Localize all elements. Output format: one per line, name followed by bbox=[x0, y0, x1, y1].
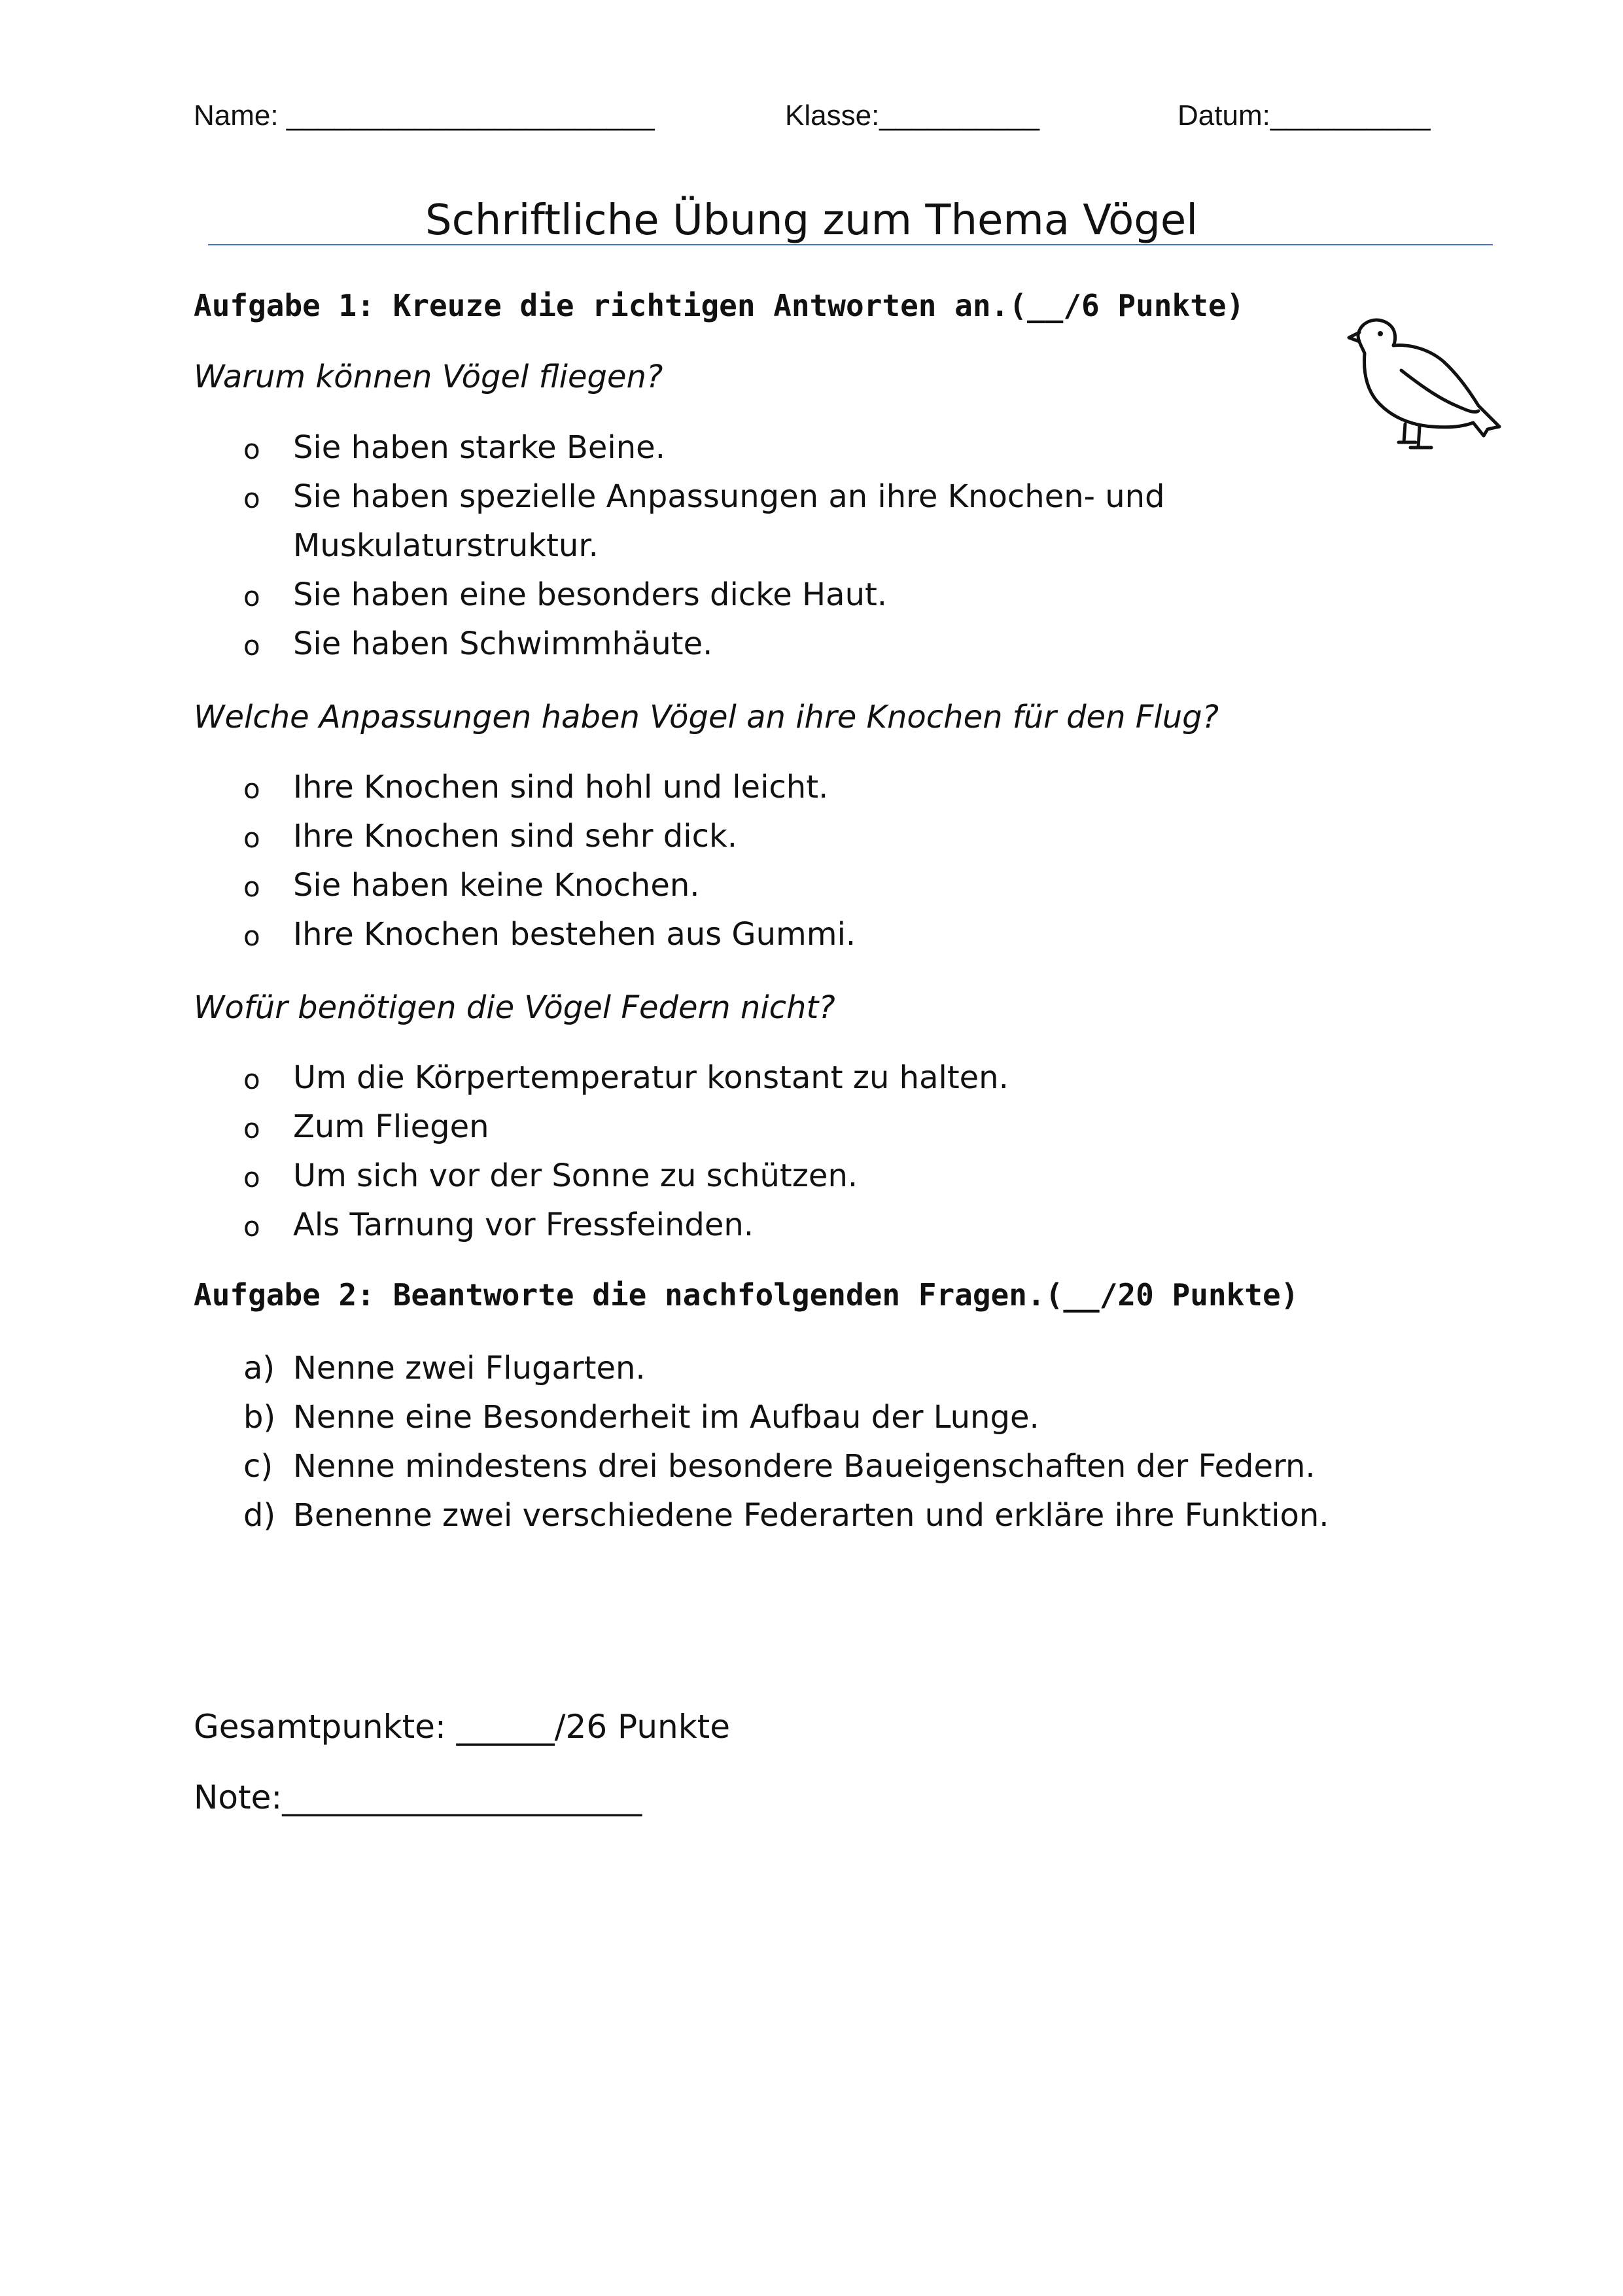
option-1-1: Sie haben starke Beine. bbox=[293, 429, 665, 466]
grade-field[interactable]: Note:______________________ bbox=[194, 1778, 642, 1816]
option-3-2: Zum Fliegen bbox=[293, 1108, 489, 1145]
checkbox-2-2[interactable]: o bbox=[243, 822, 260, 854]
option-1-3: Sie haben eine besonders dicke Haut. bbox=[293, 576, 888, 613]
checkbox-1-4[interactable]: o bbox=[243, 629, 260, 662]
item-letter-b: b) bbox=[243, 1399, 276, 1436]
page-title: Schriftliche Übung zum Thema Vögel bbox=[425, 196, 1198, 245]
option-3-4: Als Tarnung vor Fressfeinden. bbox=[293, 1207, 754, 1243]
checkbox-1-3[interactable]: o bbox=[243, 580, 260, 612]
item-letter-c: c) bbox=[243, 1448, 273, 1485]
option-2-3: Sie haben keine Knochen. bbox=[293, 867, 700, 904]
item-letter-d: d) bbox=[243, 1497, 276, 1534]
option-2-4: Ihre Knochen bestehen aus Gummi. bbox=[293, 916, 856, 953]
option-1-4: Sie haben Schwimmhäute. bbox=[293, 626, 713, 662]
title-underline bbox=[208, 244, 1493, 245]
option-2-2: Ihre Knochen sind sehr dick. bbox=[293, 818, 738, 855]
checkbox-3-4[interactable]: o bbox=[243, 1210, 260, 1243]
name-field[interactable]: Name: _______________________ bbox=[194, 99, 655, 132]
option-3-1: Um die Körpertemperatur konstant zu halten. bbox=[293, 1059, 1009, 1096]
item-a: Nenne zwei Flugarten. bbox=[293, 1350, 646, 1386]
checkbox-1-2[interactable]: o bbox=[243, 482, 260, 514]
checkbox-3-3[interactable]: o bbox=[243, 1161, 260, 1193]
item-b: Nenne eine Besonderheit im Aufbau der Lunge. bbox=[293, 1399, 1039, 1436]
checkbox-3-2[interactable]: o bbox=[243, 1112, 260, 1144]
checkbox-2-3[interactable]: o bbox=[243, 871, 260, 903]
option-3-3: Um sich vor der Sonne zu schützen. bbox=[293, 1157, 858, 1194]
checkbox-2-4[interactable]: o bbox=[243, 920, 260, 952]
checkbox-1-1[interactable]: o bbox=[243, 433, 260, 465]
class-field[interactable]: Klasse:__________ bbox=[785, 99, 1039, 132]
bird-icon bbox=[1328, 308, 1511, 458]
option-1-2-continued: Muskulaturstruktur. bbox=[293, 527, 599, 564]
option-1-2: Sie haben spezielle Anpassungen an ihre Knochen- und bbox=[293, 478, 1165, 515]
item-c: Nenne mindestens drei besondere Baueigenschaften der Federn. bbox=[293, 1448, 1316, 1485]
question-1: Warum können Vögel fliegen? bbox=[194, 359, 663, 395]
task2-heading: Aufgabe 2: Beantworte die nachfolgenden Fragen.(__/20 Punkte) bbox=[194, 1277, 1299, 1313]
option-2-1: Ihre Knochen sind hohl und leicht. bbox=[293, 769, 829, 805]
question-2: Welche Anpassungen haben Vögel an ihre Knochen für den Flug? bbox=[194, 699, 1219, 735]
checkbox-3-1[interactable]: o bbox=[243, 1063, 260, 1095]
checkbox-2-1[interactable]: o bbox=[243, 773, 260, 805]
date-field[interactable]: Datum:__________ bbox=[1178, 99, 1431, 132]
total-points[interactable]: Gesamtpunkte: ______/26 Punkte bbox=[194, 1708, 731, 1746]
item-letter-a: a) bbox=[243, 1350, 275, 1386]
task1-heading: Aufgabe 1: Kreuze die richtigen Antworten an.(__/6 Punkte) bbox=[194, 288, 1245, 323]
question-3: Wofür benötigen die Vögel Federn nicht? bbox=[194, 989, 835, 1026]
item-d: Benenne zwei verschiedene Federarten und erkläre ihre Funktion. bbox=[293, 1497, 1329, 1534]
